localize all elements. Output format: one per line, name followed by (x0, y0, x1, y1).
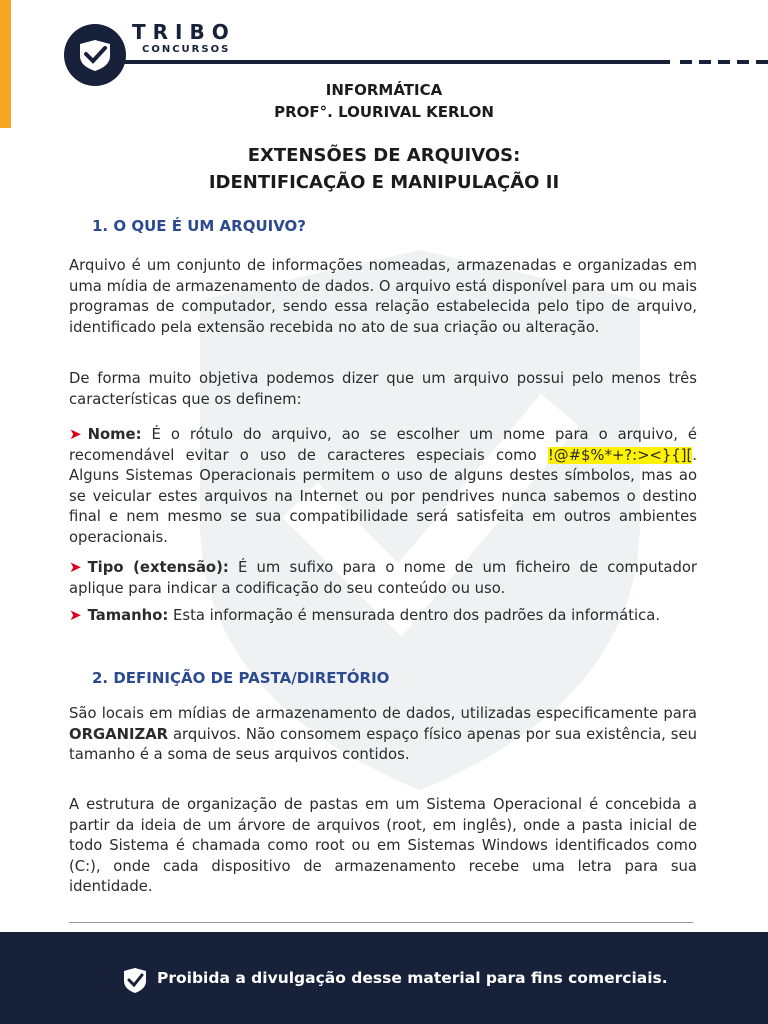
bold-keyword: ORGANIZAR (69, 725, 169, 743)
title-line-1: EXTENSÕES DE ARQUIVOS: (247, 145, 521, 166)
characteristic-type (69, 557, 697, 599)
footer-divider (69, 922, 693, 923)
footer-notice: Proibida a divulgação desse material para fins comerciais. (157, 969, 668, 987)
shield-check-icon (121, 966, 149, 994)
section-1-paragraph-2: De forma muito objetiva podemos dizer que um arquivo possui pelo menos três características que os definem: (69, 370, 697, 408)
header-dash (718, 60, 730, 64)
arrow-bullet-icon: ➤ (69, 425, 82, 443)
header-dash (737, 60, 749, 64)
paragraph-text: arquivos. Não consomem espaço físico apenas por sua existência, seu tamanho é a soma de seus arquivos contidos. (69, 725, 697, 764)
paragraph-text: São locais em mídias de armazenamento de dados, utilizadas especificamente para (69, 705, 697, 722)
item-text: É um sufixo para o nome de um ficheiro de computador aplique para indicar a codificação do seu conteúdo ou uso. (69, 559, 697, 597)
brand-name: TRIBO (132, 20, 236, 44)
characteristic-name (69, 424, 697, 549)
section-1-heading: 1. O QUE É UM ARQUIVO? (92, 217, 306, 235)
section-2-paragraph-1 (69, 704, 697, 766)
header-dash (699, 60, 711, 64)
section-1-paragraph-1: Arquivo é um conjunto de informações nomeadas, armazenadas e organizadas em uma mídia de armazenamento de dados. O arquivo está disponível para um ou mais programas de computador, sendo essa relação estabelecida pelo tipo de arquivo, identificado pela extensão recebida no ato de sua criação ou alteração. (69, 257, 698, 336)
document-header (0, 79, 768, 123)
item-text: É o rótulo do arquivo, ao se escolher um nome para o arquivo, é recomendável evitar o uso de caracteres especiais como (69, 426, 697, 464)
header-divider (110, 60, 670, 64)
brand-subtitle: CONCURSOS (142, 44, 231, 55)
subject-label: INFORMÁTICA (325, 81, 443, 99)
item-label: Tipo (extensão): (87, 559, 229, 576)
highlighted-special-characters: !@#$%*+?:><}{][ (547, 446, 693, 464)
title-line-2: IDENTIFICAÇÃO E MANIPULAÇÃO II (208, 172, 560, 193)
arrow-bullet-icon: ➤ (69, 606, 82, 624)
item-label: Nome: (87, 426, 142, 443)
document-title (0, 142, 768, 196)
section-2-paragraph-2: A estrutura de organização de pastas em um Sistema Operacional é concebida a partir da ideia de um árvore de arquivos (root, em inglês), onde a pasta inicial de todo Sistema é chamada como root ou em Sistemas Windows identificados como (C:), onde cada dispositivo de armazenamento recebe uma letra para sua identidade. (69, 796, 697, 896)
item-text: Esta informação é mensurada dentro dos padrões da informática. (168, 607, 661, 624)
section-2-heading: 2. DEFINIÇÃO DE PASTA/DIRETÓRIO (92, 669, 390, 687)
arrow-bullet-icon: ➤ (69, 558, 82, 576)
tribo-logo-icon (64, 24, 126, 86)
characteristic-size (69, 605, 697, 627)
professor-label: PROF°. LOURIVAL KERLON (274, 103, 494, 121)
item-text: . Alguns Sistemas Operacionais permitem o uso de alguns destes símbolos, mas ao se veicular estes arquivos na Internet ou por pendrives nunca sabemos o destino final e nem mesmo se sua compatibilidade será satisfeita em outros ambientes operacionais. (69, 446, 697, 546)
header-dash (680, 60, 692, 64)
item-label: Tamanho: (87, 607, 169, 624)
header-dash (756, 60, 768, 64)
